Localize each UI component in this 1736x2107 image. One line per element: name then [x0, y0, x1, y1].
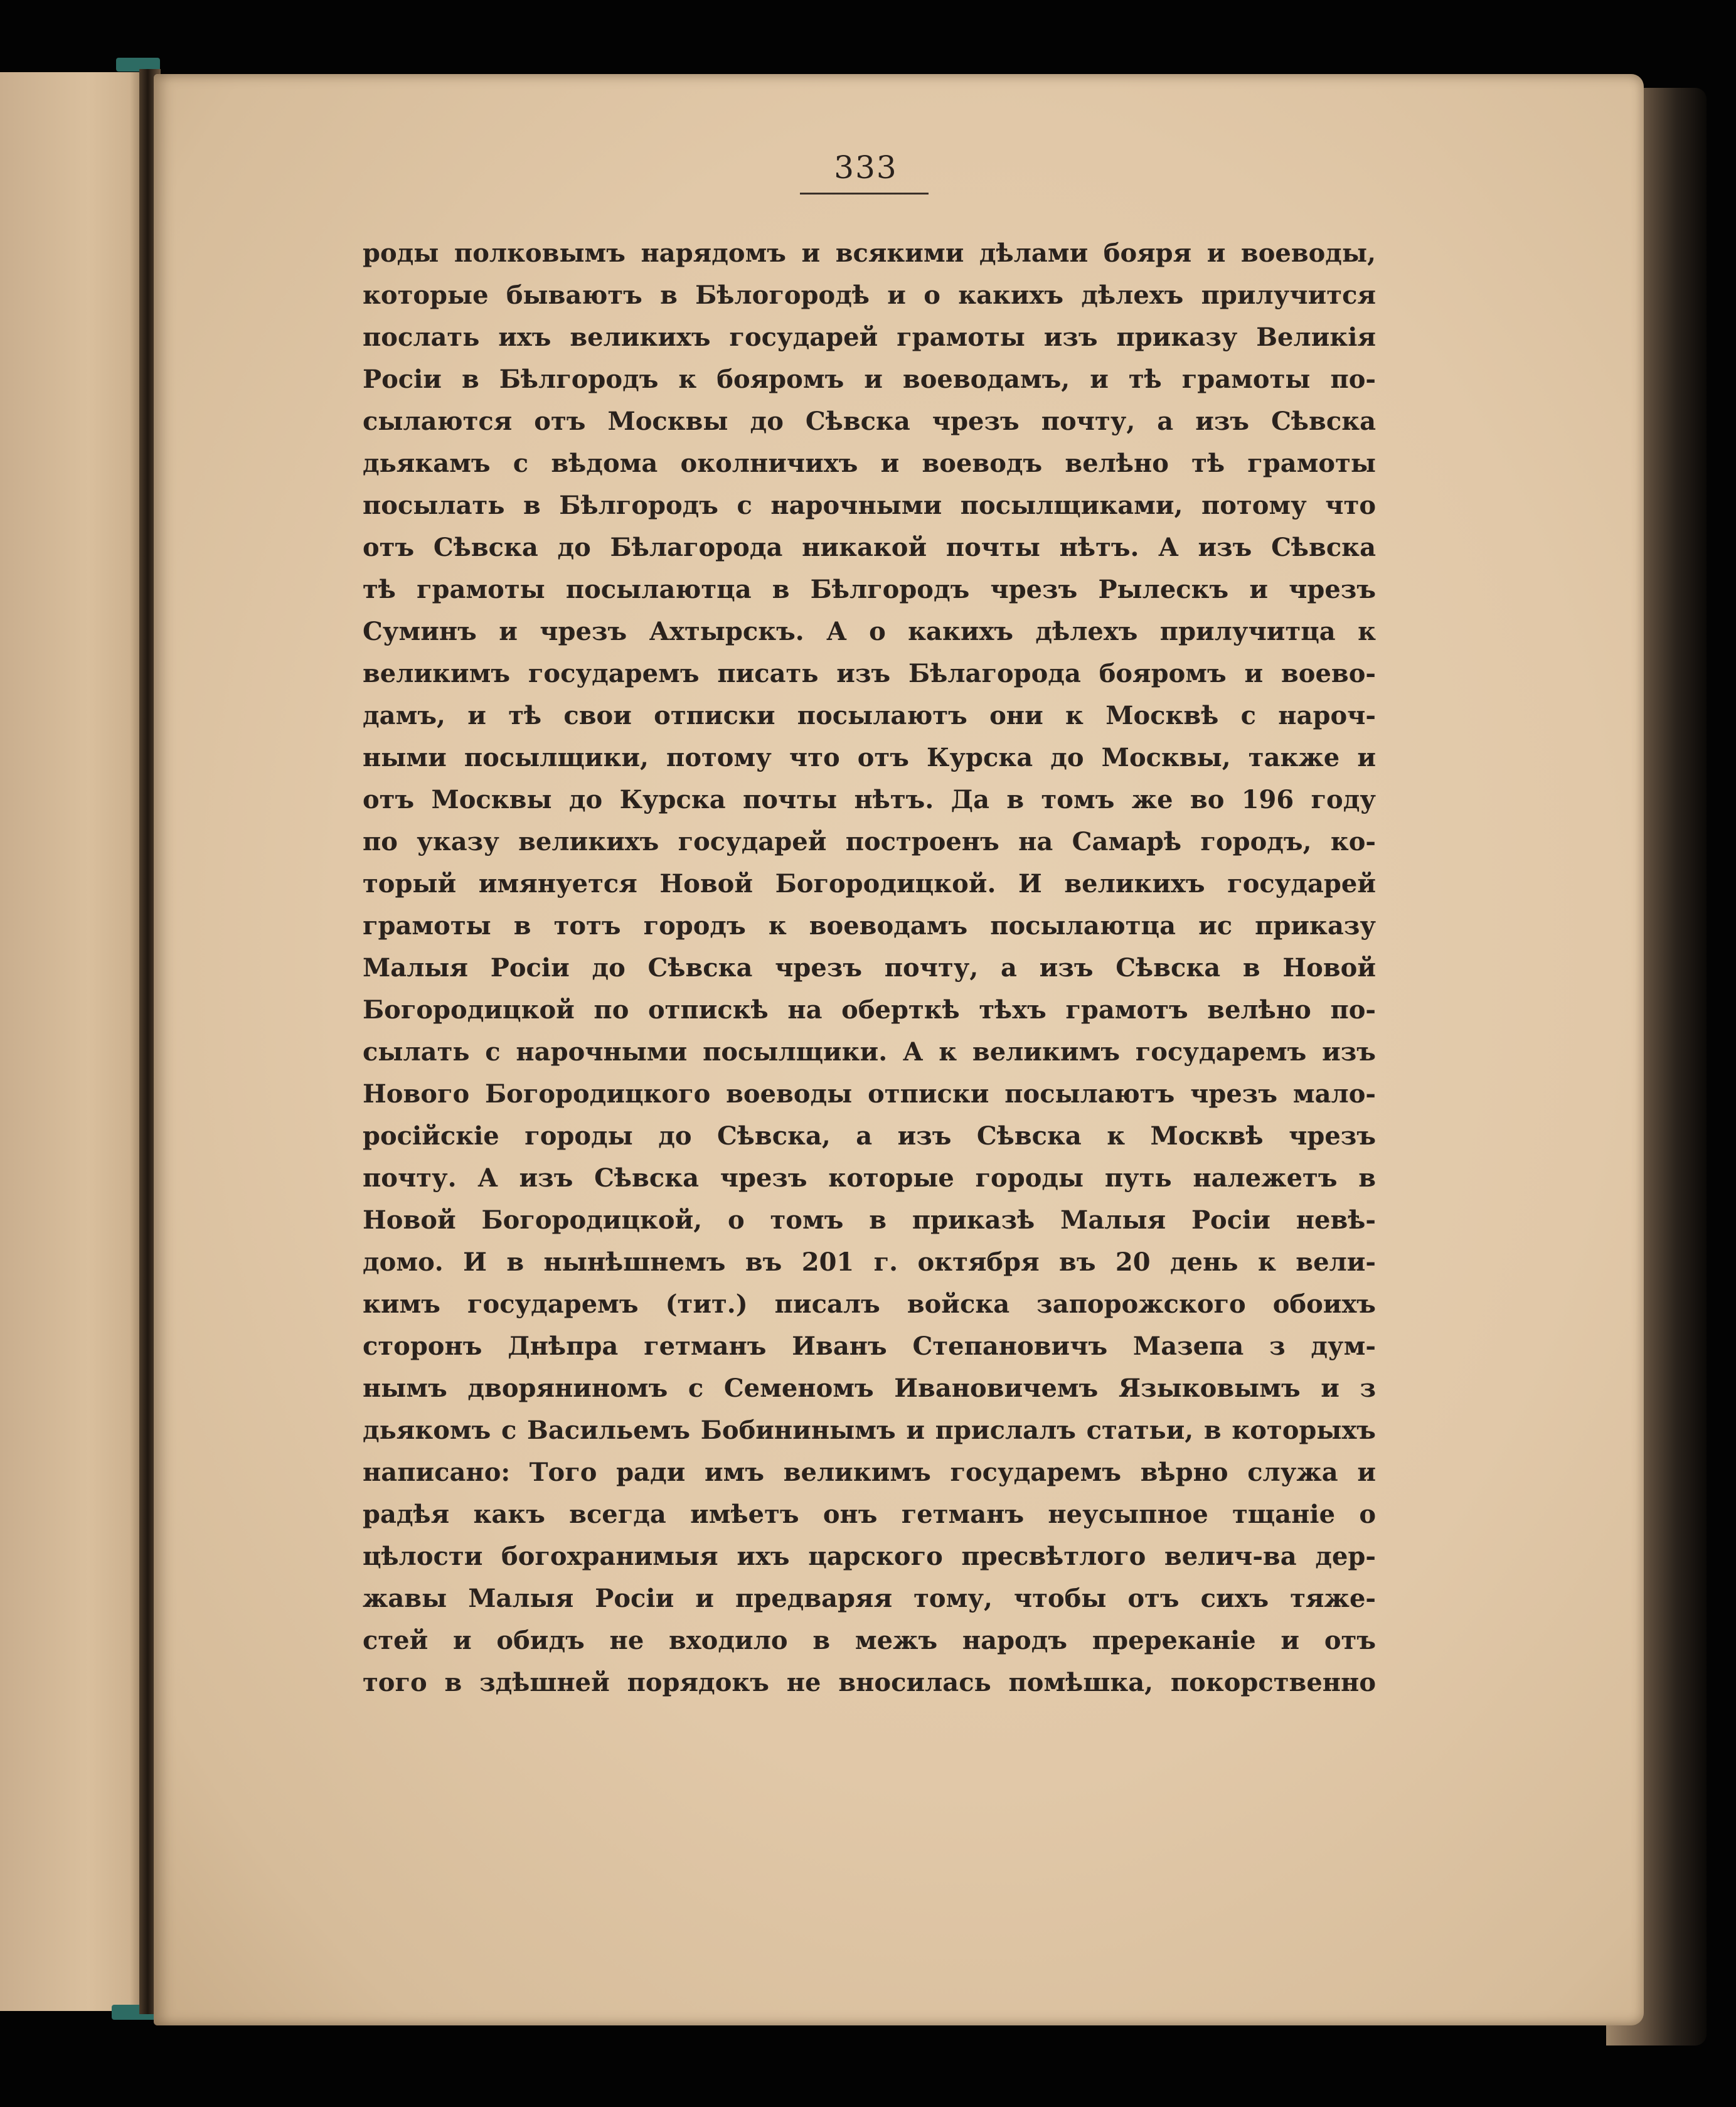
page-body-text: [363, 232, 1376, 1704]
text-line: по указу великихъ государей построенъ на Самарѣ городъ, ко-: [363, 827, 1376, 856]
text-line: радѣя какъ всегда имѣетъ онъ гетманъ неусыпное тщанiе о: [363, 1500, 1376, 1529]
text-line: Суминъ и чрезъ Ахтырскъ. А о какихъ дѣлехъ прилучитца к: [363, 617, 1376, 646]
text-line: ными посылщики, потому что отъ Курска до Москвы, также и: [363, 743, 1376, 772]
text-line: домо. И в нынѣшнемъ въ 201 г. октября въ 20 день к вели-: [363, 1247, 1376, 1277]
text-line: послать ихъ великихъ государей грамоты изъ приказу Великія: [363, 323, 1376, 352]
text-line: дьякомъ с Васильемъ Бобининымъ и прислалъ статьи, в которыхъ: [363, 1416, 1376, 1445]
text-line: жавы Малыя Росiи и предваряя тому, чтобы отъ сихъ тяже-: [363, 1584, 1376, 1613]
text-line: тѣ грамоты посылаютца в Бѣлгородъ чрезъ Рылескъ и чрезъ: [363, 575, 1376, 604]
text-line: Росіи в Бѣлгородъ к бояромъ и воеводамъ, и тѣ грамоты по-: [363, 365, 1376, 394]
text-line: дамъ, и тѣ свои отписки посылаютъ они к Москвѣ с нароч-: [363, 701, 1376, 730]
text-line: сылать с нарочными посылщики. А к великимъ государемъ изъ: [363, 1037, 1376, 1067]
text-line: цѣлости богохранимыя ихъ царского пресвѣтлого велич-ва дер-: [363, 1542, 1376, 1571]
text-line: великимъ государемъ писать изъ Бѣлагорода бояромъ и воево-: [363, 659, 1376, 688]
text-line: сылаются отъ Москвы до Сѣвска чрезъ почту, а изъ Сѣвска: [363, 407, 1376, 436]
text-line: сторонъ Днѣпра гетманъ Иванъ Степановичъ Мазепа з дум-: [363, 1331, 1376, 1361]
text-line: торый имянуется Новой Богородицкой. И великихъ государей: [363, 869, 1376, 899]
text-line: почту. А изъ Сѣвска чрезъ которые городы путь належетъ в: [363, 1163, 1376, 1193]
text-line: росiйскiе городы до Сѣвска, а изъ Сѣвска к Москвѣ чрезъ: [363, 1121, 1376, 1151]
text-line: того в здѣшней порядокъ не вносилась помѣшка, покорственно: [363, 1668, 1376, 1697]
text-line: Нового Богородицкого воеводы отписки посылаютъ чрезъ мало-: [363, 1079, 1376, 1109]
text-line: кимъ государемъ (тит.) писалъ войска запорожского обоихъ: [363, 1289, 1376, 1319]
text-line: отъ Москвы до Курска почты нѣтъ. Да в томъ же во 196 году: [363, 785, 1376, 814]
left-page-edge: [0, 72, 147, 2011]
text-line: дьякамъ с вѣдома околничихъ и воеводъ велѣно тѣ грамоты: [363, 449, 1376, 478]
page-number-rule: [800, 193, 929, 195]
text-line: Новой Богородицкой, о томъ в приказѣ Малыя Росiи невѣ-: [363, 1205, 1376, 1235]
text-line: посылать в Бѣлгородъ с нарочными посылщиками, потому что: [363, 491, 1376, 520]
page-number: 333: [834, 149, 898, 186]
text-line: Малыя Росіи до Сѣвска чрезъ почту, а изъ Сѣвска в Новой: [363, 953, 1376, 983]
text-line: стей и обидъ не входило в межъ народъ пререканiе и отъ: [363, 1626, 1376, 1655]
text-line: нымъ дворяниномъ с Семеномъ Ивановичемъ Языковымъ и з: [363, 1374, 1376, 1403]
text-line: отъ Сѣвска до Бѣлагорода никакой почты нѣтъ. А изъ Сѣвска: [363, 533, 1376, 562]
text-line: написано: Того ради имъ великимъ государемъ вѣрно служа и: [363, 1458, 1376, 1487]
text-line: роды полковымъ нарядомъ и всякими дѣлами бояря и воеводы,: [363, 238, 1376, 268]
text-line: которые бываютъ в Бѣлогородѣ и о какихъ дѣлехъ прилучится: [363, 280, 1376, 310]
text-line: Богородицкой по отпискѣ на оберткѣ тѣхъ грамотъ велѣно по-: [363, 995, 1376, 1025]
text-line: грамоты в тотъ городъ к воеводамъ посылаютца ис приказу: [363, 911, 1376, 941]
